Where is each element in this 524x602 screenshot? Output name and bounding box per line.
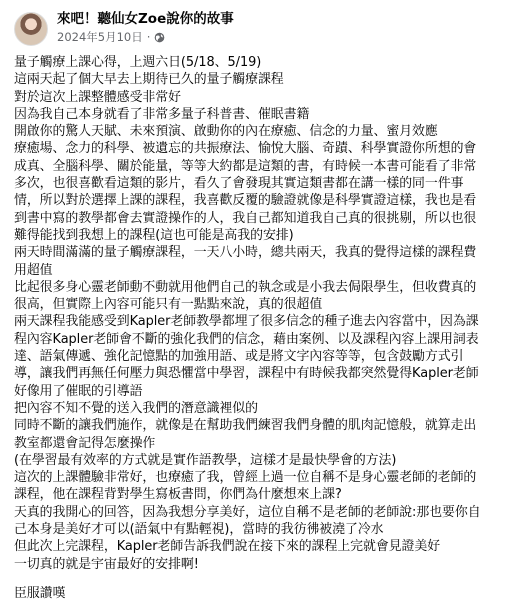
post-text-line: 天真的我開心的回答，因為我想分享美好，這位自稱不是老師的老師說:那也要你自: [14, 504, 481, 520]
post-text-line: 療癒場、念力的科學、被遺忘的共振療法、愉悅大腦、奇蹟、科學實證你所想的會: [14, 141, 477, 157]
post-subline: [57, 29, 234, 45]
post-date[interactable]: 2024年5月10日: [57, 30, 143, 44]
post-text-line: 教室都還會記得怎麼操作: [14, 435, 156, 451]
post-signature: 臣服讚嘆: [14, 585, 66, 601]
post-text-line: (在學習最有效率的方式就是實作語教學，這樣才是最快學會的方法): [14, 452, 397, 468]
post-text-line: 用超值: [14, 262, 53, 278]
post-text-line: 到書中寫的教學都會去實證操作的人，我自己都知道我自己真的很挑剔，所以也很: [14, 210, 477, 226]
post-text-line: 課程，他在課程背對學生寫板書問，你們為什麼想來上課?: [14, 487, 342, 503]
globe-icon[interactable]: [154, 32, 165, 43]
post-body: [14, 54, 512, 573]
post-meta: [57, 10, 234, 45]
post-text-line: 己本身是美好才可以(語氣中有點輕視)，當時的我彷彿被澆了冷水: [14, 522, 384, 538]
post-text-line: 把內容不知不覺的送入我們的潛意識裡似的: [14, 400, 258, 416]
post-text-line: 達、語氣傳遞、強化記憶點的加強用語、或是將文字內容等等，包含鼓勵方式引: [14, 349, 464, 365]
post-text-line: 兩天時間滿滿的量子觸療課程，一天八小時，總共兩天，我真的覺得這樣的課程費: [14, 245, 477, 261]
post-text-line: 好像用了催眠的引導語: [14, 383, 143, 399]
post-text-line: 一切真的就是宇宙最好的安排啊!: [14, 556, 199, 572]
post-text-line: 對於這次上課整體感受非常好: [14, 89, 181, 105]
post-text-line: 但此次上完課程，Kapler老師告訴我們說在接下來的課程上完就會見證美好: [14, 539, 441, 555]
post-text-line: 程內容Kapler老師會不斷的強化我們的信念，藉由案例、以及課程內容上課用詞表: [14, 331, 479, 347]
post-text-line: 情，所以對於選擇上課的課程，我喜歡反覆的驗證就像是科學實證這樣，我也是看: [14, 193, 477, 209]
post-text-line: 多次，也很喜歡看這類的影片，看久了會發現其實這類書都在講一樣的同一件事: [14, 176, 464, 192]
post-text-line: 很高，但實際上內容可能只有一點點來說，真的很超值: [14, 297, 323, 313]
post-text-line: 難得能找到我想上的課程(這也可能是高我的安排): [14, 227, 294, 243]
post-text-line: 比起很多身心靈老師動不動就用他們自己的執念或是小我去侷限學生，但收費真的: [14, 279, 477, 295]
page-name[interactable]: 來吧！聽仙女Zoe說你的故事: [57, 11, 234, 27]
post-text-line: 成真、全腦科學、關於能量，等等大約都是這類的書，有時候一本書可能看了非常: [14, 158, 477, 174]
post-text-line: 因為我自己本身就看了非常多量子科普書、催眠書籍: [14, 106, 310, 122]
post-text-line: 這次的上課體驗非常好，也療癒了我，曾經上過一位自稱不是身心靈老師的老師的: [14, 470, 477, 486]
post-text-line: 量子觸療上課心得，上週六日(5/18、5/19): [14, 55, 262, 70]
post-text-line: 這兩天起了個大早去上期待已久的量子觸療課程: [14, 72, 284, 88]
post-text-line: 導，讓我們再無任何壓力與恐懼當中學習，課程中有時候我都突然覺得Kapler老師: [14, 366, 479, 382]
post-header: [14, 10, 512, 52]
post-text-line: 兩天課程我能感受到Kapler老師教學都埋了很多信念的種子進去內容當中，因為課: [14, 314, 479, 330]
post-text-line: 開啟你的驚人天賦、未來預演、啟動你的內在療癒、信念的力量、蜜月效應: [14, 124, 438, 140]
avatar[interactable]: [14, 12, 48, 46]
separator-dot: ·: [146, 30, 151, 44]
post-text-line: 同時不斷的讓我們施作，就像是在幫助我們練習我們身體的肌肉記憶般，就算走出: [14, 418, 477, 434]
